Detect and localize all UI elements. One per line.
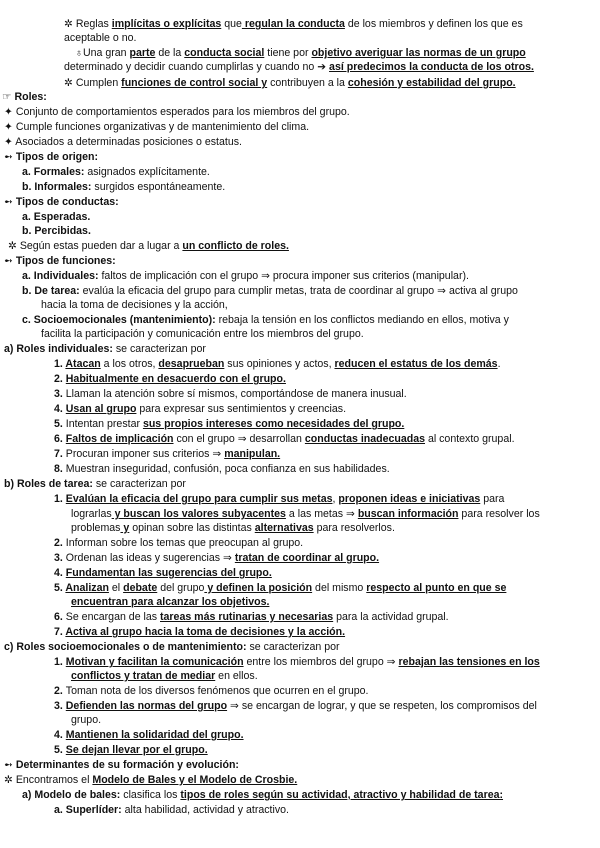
text-line [64, 17, 523, 31]
text-segment: se caracterizan por [246, 641, 340, 653]
text-segment: a las metas ⇒ [285, 508, 358, 520]
text-line [54, 699, 537, 713]
text-segment: al contexto grupal. [425, 433, 515, 445]
text-segment: Muestran inseguridad, confusión, poca confianza en sus habilidades. [65, 463, 390, 475]
text-line [64, 76, 516, 90]
text-segment: Superlíder: [65, 804, 122, 816]
text-segment: ➻ [4, 151, 16, 163]
text-segment: para resolverlos. [313, 522, 395, 534]
text-line [54, 610, 449, 624]
text-segment: aceptable o no. [64, 32, 137, 44]
text-segment: que [221, 18, 242, 30]
text-line [54, 625, 345, 639]
text-segment: Roles socioemocionales o de mantenimiento: [16, 641, 247, 653]
text-segment: entre los miembros del grupo ⇒ [243, 656, 399, 668]
text-segment: de la [155, 47, 185, 59]
text-segment: se caracterizan por [92, 478, 186, 490]
text-segment: facilita la participación y comunicación entre los miembros del grupo. [41, 328, 364, 340]
text-segment: con el grupo ⇒ desarrollan [173, 433, 305, 445]
text-segment: debate [123, 582, 158, 594]
text-segment: ✲ Encontramos el [4, 774, 93, 786]
text-segment: Roles de tarea: [16, 478, 93, 490]
text-segment: clasifica los [120, 789, 181, 801]
text-segment: 3. [54, 552, 66, 564]
text-segment: b. [22, 181, 35, 193]
text-segment: ✲ Cumplen [64, 77, 122, 89]
text-segment: 1. [54, 358, 66, 370]
text-segment: 2. [54, 537, 66, 549]
text-segment: en ellos. [215, 670, 258, 682]
text-segment: manipulan. [224, 448, 281, 460]
text-segment: De tarea: [34, 285, 80, 297]
text-line [71, 669, 258, 683]
text-segment: contribuyen a la [267, 77, 348, 89]
text-line [22, 269, 469, 283]
text-line [22, 210, 90, 224]
text-line [4, 758, 239, 772]
text-line [41, 327, 364, 341]
text-segment: Tipos de origen: [15, 151, 99, 163]
text-segment: 4. [54, 729, 66, 741]
text-segment: Informan sobre los temas que preocupan al grupo. [65, 537, 304, 549]
text-line [54, 655, 540, 669]
text-line [54, 387, 407, 401]
text-segment: Cumple funciones organizativas y de mantenimiento del clima. [15, 121, 310, 133]
text-line [54, 728, 244, 742]
text-line [54, 357, 501, 371]
text-segment: Modelo de Bales y el Modelo de Crosbie. [92, 774, 298, 786]
text-segment: ✲ [64, 18, 76, 30]
text-segment: opinan sobre las distintas [129, 522, 255, 534]
text-segment: del mismo [312, 582, 367, 594]
text-segment: 5. [54, 418, 66, 430]
text-line [22, 284, 518, 298]
text-segment: c) [4, 641, 17, 653]
text-segment: Defienden las normas del grupo [65, 700, 228, 712]
text-line [4, 477, 186, 491]
text-segment: encuentran para alcanzar los objetivos. [71, 596, 270, 608]
text-segment: Llaman la atención sobre sí mismos, comportándose de manera inusual. [65, 388, 407, 400]
text-line [54, 447, 280, 461]
text-segment: surgidos espontáneamente. [91, 181, 226, 193]
text-line [71, 595, 269, 609]
text-segment: lograrlas [71, 508, 112, 520]
text-line [22, 180, 225, 194]
text-segment: 1. [54, 656, 66, 668]
text-segment: a) [4, 343, 17, 355]
text-line [54, 684, 368, 698]
text-segment: Mantienen la solidaridad del grupo. [65, 729, 244, 741]
text-segment: ☞ [2, 91, 15, 103]
text-segment: Roles: [14, 91, 47, 103]
text-segment: a. [22, 166, 34, 178]
text-segment: Percibidas. [34, 225, 91, 237]
text-segment: Motivan y facilitan la comunicación [65, 656, 244, 668]
text-segment: tipos de roles según su actividad, atractivo y habilidad de tarea: [180, 789, 504, 801]
text-segment: Procuran imponer sus criterios ⇒ [65, 448, 225, 460]
text-line [71, 713, 101, 727]
text-segment: a) [22, 789, 35, 801]
text-segment: evalúa la eficacia del grupo para cumplir metas, trata de coordinar al grupo ⇒ activa al grupo [79, 285, 518, 297]
text-segment: a. [22, 270, 34, 282]
text-segment: y definen la posición [204, 582, 313, 594]
text-segment: problemas [71, 522, 121, 534]
text-line [54, 743, 208, 757]
text-line [4, 195, 119, 209]
text-segment: grupo. [71, 714, 102, 726]
text-line [4, 342, 206, 356]
text-segment: tiene por [264, 47, 312, 59]
text-segment: 6. [54, 611, 66, 623]
text-segment: respecto al punto en que se [366, 582, 507, 594]
text-line [54, 417, 404, 431]
text-segment: conflictos y tratan de mediar [71, 670, 216, 682]
text-line [4, 105, 350, 119]
text-line [22, 165, 210, 179]
text-segment: 3. [54, 700, 66, 712]
text-segment: para [480, 493, 505, 505]
text-segment: Determinantes de su formación y evolución: [15, 759, 239, 771]
text-segment: ✦ [4, 106, 16, 118]
text-line [54, 492, 504, 506]
text-segment: Analizan [65, 582, 109, 594]
text-line [22, 788, 503, 802]
text-segment: ✲ Según estas pueden dar a lugar a [8, 240, 183, 252]
text-segment: b. [22, 285, 35, 297]
text-line [4, 120, 309, 134]
text-segment: Faltos de implicación [65, 433, 174, 445]
text-segment: de los miembros y definen los que es [344, 18, 523, 30]
text-line [4, 150, 98, 164]
text-segment: Usan al grupo [65, 403, 137, 415]
text-segment: a. [22, 211, 34, 223]
text-line [4, 254, 116, 268]
text-segment: regulan la conducta [241, 18, 345, 30]
text-segment: ➻ [4, 759, 16, 771]
text-segment: Intentan prestar [65, 418, 143, 430]
text-segment: determinado y decidir cuando cumplirlas y cuando no ➔ [64, 61, 330, 73]
text-segment: a. [54, 804, 66, 816]
text-segment: 6. [54, 433, 66, 445]
text-segment: hacia la toma de decisiones y la acción, [41, 299, 228, 311]
text-segment: Modelo de bales: [34, 789, 121, 801]
text-segment: Activa al grupo hacia la toma de decisiones y la acción. [65, 626, 346, 638]
text-segment: y [120, 522, 130, 534]
text-line [75, 46, 526, 60]
text-line [71, 521, 395, 535]
text-segment: se caracterizan por [112, 343, 206, 355]
text-segment: Ordenan las ideas y sugerencias ⇒ [65, 552, 235, 564]
text-segment: 2. [54, 685, 66, 697]
text-segment: para la actividad grupal. [333, 611, 449, 623]
text-line [64, 31, 136, 45]
text-segment: un conflicto de roles. [182, 240, 289, 252]
text-segment: 1. [54, 493, 66, 505]
text-segment: Habitualmente en desacuerdo con el grupo. [65, 373, 286, 385]
text-segment: 3. [54, 388, 66, 400]
text-segment: buscan información [357, 508, 459, 520]
text-segment: alta habilidad, actividad y atractivo. [121, 804, 289, 816]
text-segment: 7. [54, 626, 66, 638]
text-line [4, 640, 340, 654]
text-segment: alternativas [254, 522, 314, 534]
text-segment: 2. [54, 373, 66, 385]
text-segment: ➻ [4, 255, 16, 267]
text-line [54, 536, 303, 550]
text-segment: faltos de implicación con el grupo ⇒ procura imponer sus criterios (manipular). [98, 270, 469, 282]
text-segment: para expresar sus sentimientos y creencias. [136, 403, 347, 415]
text-segment: del grupo [157, 582, 205, 594]
text-segment: 4. [54, 567, 66, 579]
text-segment: sus opiniones y actos, [224, 358, 335, 370]
text-line [54, 551, 379, 565]
text-segment: ➻ [4, 196, 16, 208]
text-segment: proponen ideas e iniciativas [338, 493, 481, 505]
text-segment: Roles individuales: [16, 343, 113, 355]
text-segment: tareas más rutinarias y necesarias [160, 611, 334, 623]
text-segment: Se dejan llevar por el grupo. [65, 744, 208, 756]
text-line [22, 224, 91, 238]
text-segment: desaprueban [158, 358, 225, 370]
text-segment: 8. [54, 463, 66, 475]
text-segment: Conjunto de comportamientos esperados para los miembros del grupo. [15, 106, 350, 118]
text-line [54, 462, 390, 476]
text-line [54, 803, 289, 817]
text-segment: Atacan [65, 358, 101, 370]
text-segment: conductas inadecuadas [304, 433, 425, 445]
text-segment: asignados explícitamente. [84, 166, 210, 178]
text-segment: 7. [54, 448, 66, 460]
text-line [64, 60, 534, 74]
text-segment: . [497, 358, 501, 370]
text-segment: parte [129, 47, 156, 59]
text-segment: Toman nota de los diversos fenómenos que ocurren en el grupo. [65, 685, 369, 697]
text-line [54, 566, 272, 580]
text-segment: cohesión y estabilidad del grupo. [347, 77, 516, 89]
text-segment: para resolver los [458, 508, 540, 520]
text-segment: b. [22, 225, 35, 237]
text-segment: Asociados a determinadas posiciones o estatus. [15, 136, 242, 148]
text-segment: rebaja la tensión en los conflictos mediando en ellos, motiva y [215, 314, 509, 326]
text-line [71, 507, 540, 521]
text-segment: conducta social [184, 47, 265, 59]
text-segment: el [108, 582, 124, 594]
text-segment: Una gran [82, 47, 130, 59]
text-segment: ⇒ se encargan de lograr, y que se respeten, los compromisos del [227, 700, 537, 712]
text-segment: sus propios intereses como necesidades del grupo. [142, 418, 405, 430]
text-segment: 5. [54, 582, 66, 594]
text-segment: Tipos de funciones: [15, 255, 116, 267]
text-segment: c. [22, 314, 34, 326]
text-line [22, 313, 509, 327]
text-segment: así predecimos la conducta de los otros. [329, 61, 534, 73]
text-segment: y buscan los valores subyacentes [111, 508, 286, 520]
text-segment: reducen el estatus de los demás [334, 358, 498, 370]
text-line [8, 239, 289, 253]
text-segment: Individuales: [33, 270, 99, 282]
text-segment: Socioemocionales (mantenimiento): [33, 314, 216, 326]
text-line [54, 372, 286, 386]
text-segment: funciones de control social y [121, 77, 268, 89]
text-segment: tratan de coordinar al grupo. [234, 552, 380, 564]
text-segment: 4. [54, 403, 66, 415]
text-line [2, 90, 47, 104]
text-line [54, 432, 515, 446]
text-segment: 5. [54, 744, 66, 756]
text-segment: a los otros, [100, 358, 159, 370]
text-segment: objetivo averiguar las normas de un grupo [311, 47, 526, 59]
text-line [54, 581, 506, 595]
text-segment: Se encargan de las [65, 611, 161, 623]
text-segment: Esperadas. [33, 211, 91, 223]
text-segment: ✦ [4, 121, 16, 133]
text-segment: b) [4, 478, 17, 490]
text-line [4, 135, 242, 149]
text-line [54, 402, 346, 416]
text-line [41, 298, 228, 312]
text-segment: Tipos de conductas: [15, 196, 119, 208]
text-segment: Fundamentan las sugerencias del grupo. [65, 567, 272, 579]
text-segment: ✦ [4, 136, 16, 148]
text-segment: Evalúan la eficacia del grupo para cumplir sus metas [65, 493, 333, 505]
text-segment: ♁ [75, 47, 83, 59]
text-segment: Informales: [34, 181, 92, 193]
text-segment: Formales: [33, 166, 85, 178]
text-line [4, 773, 297, 787]
text-segment: implícitas o explícitas [111, 18, 222, 30]
text-segment: , [332, 493, 339, 505]
text-segment: rebajan las tensiones en los [398, 656, 540, 668]
text-segment: Reglas [75, 18, 112, 30]
